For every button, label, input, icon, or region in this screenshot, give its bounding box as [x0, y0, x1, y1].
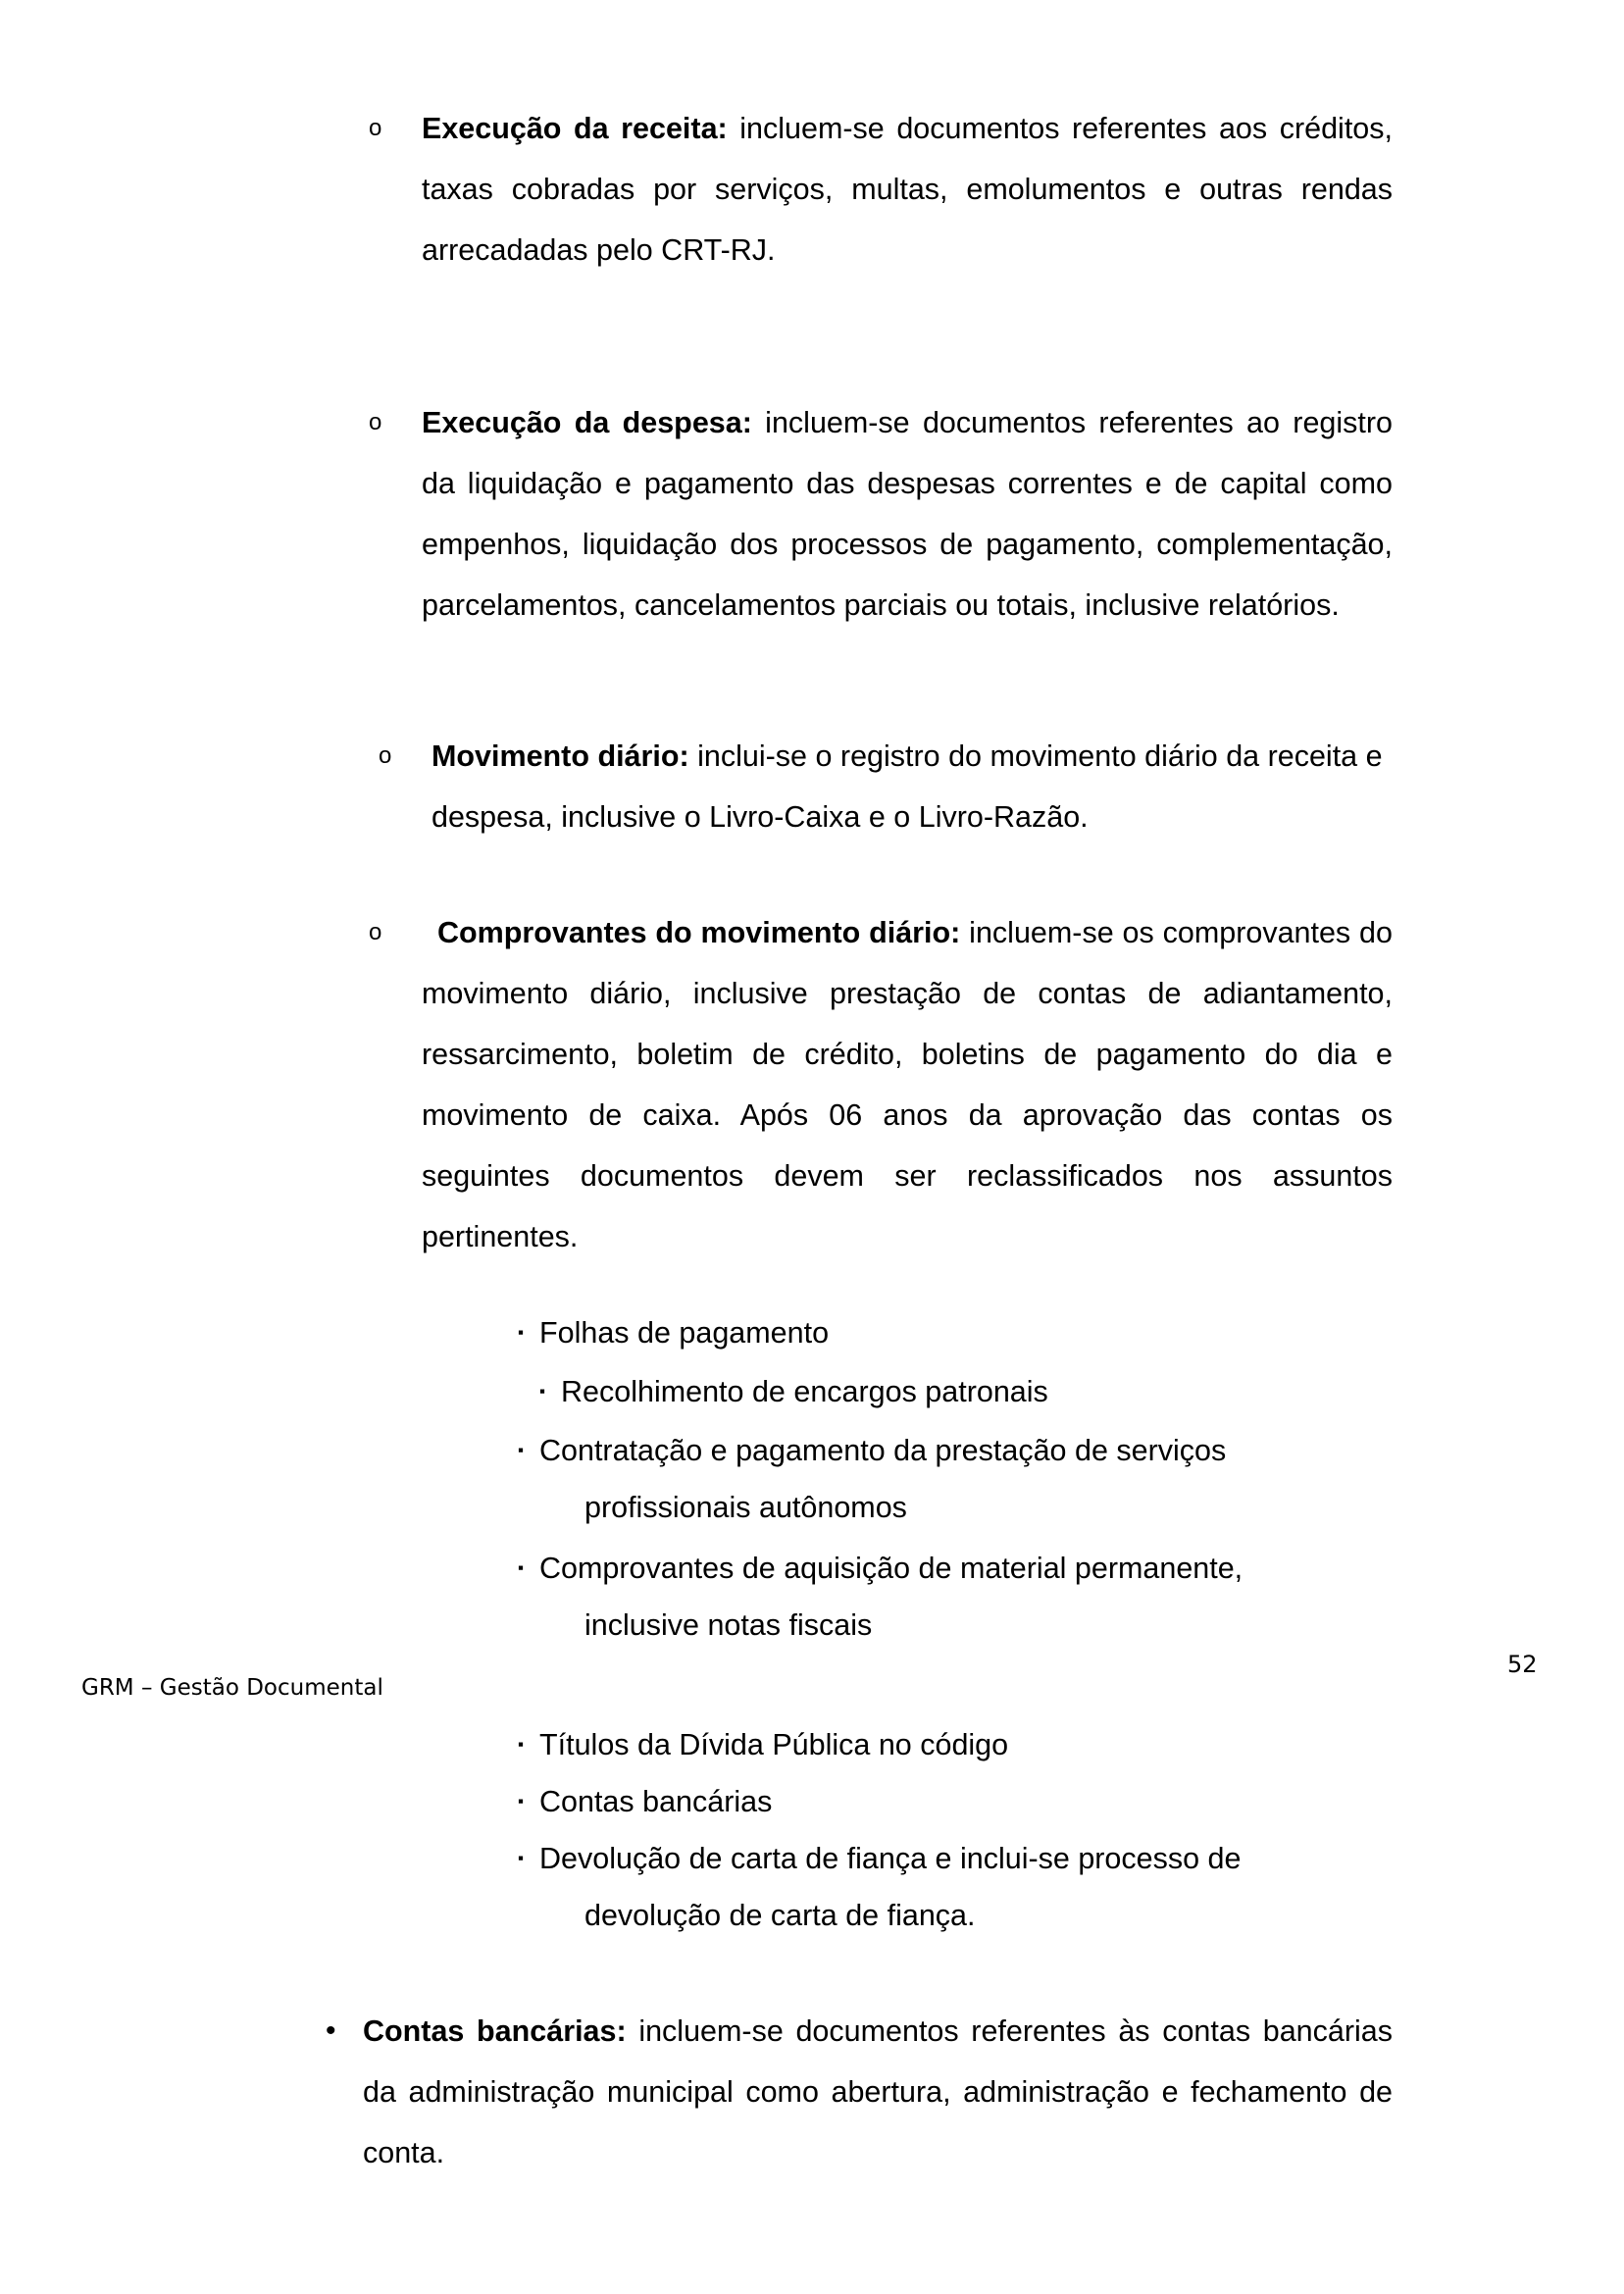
list-item-movimento-diario	[379, 726, 1383, 847]
circle-bullet-icon: o	[369, 919, 382, 945]
round-bullet-icon: •	[326, 2014, 336, 2047]
sub-list-item-label: Títulos da Dívida Pública no código	[539, 1728, 1009, 1761]
sub-list-item-label: Contratação e pagamento da prestação de serviços	[539, 1434, 1227, 1467]
list-item-execucao-despesa	[369, 392, 1393, 636]
list-item-lead: Execução da receita:	[422, 112, 728, 145]
list-item-text: incluem-se os comprovantes do movimento diário, inclusive prestação de contas de adiantamento, ressarcimento, boletim de crédito, boletins de pagamento do dia e movimento de caixa. Após 06 anos da aprovação das contas os seguintes documentos devem ser reclassificados nos assuntos pertinentes.	[422, 916, 1393, 1253]
list-item-lead: Movimento diário:	[431, 739, 689, 773]
sub-list-item-folhas-pagamento	[518, 1304, 1422, 1361]
circle-bullet-icon: o	[369, 115, 382, 141]
sub-list-item-label: Contas bancárias	[539, 1785, 773, 1818]
list-item-text: incluem-se documentos referentes ao registro da liquidação e pagamento das despesas correntes e de capital como empenhos, liquidação dos processos de pagamento, complementação, parcelamentos, cancelamentos parciais ou totais, inclusive relatórios.	[422, 406, 1393, 622]
list-item-lead: Comprovantes do movimento diário:	[437, 916, 961, 949]
square-bullet-icon: ▪	[518, 1849, 525, 1867]
square-bullet-icon: ▪	[518, 1735, 525, 1754]
sub-list-item-label-continued: devolução de carta de fiança.	[584, 1899, 976, 1932]
sub-list-item-label: Recolhimento de encargos patronais	[561, 1375, 1048, 1408]
circle-bullet-icon: o	[379, 742, 392, 769]
sub-list-item-contas-bancarias	[518, 1773, 1422, 1830]
square-bullet-icon: ▪	[518, 1441, 525, 1459]
list-item-lead: Contas bancárias:	[363, 2014, 627, 2048]
footer-label: GRM – Gestão Documental	[81, 1675, 383, 1701]
sub-list-item-label-continued: profissionais autônomos	[584, 1491, 907, 1524]
circle-bullet-icon: o	[369, 409, 382, 435]
list-item-text: incluem-se documentos referentes aos créditos, taxas cobradas por serviços, multas, emolumentos e outras rendas arrecadadas pelo CRT-RJ.	[422, 112, 1393, 267]
sub-list-item-titulos-divida-publica	[518, 1716, 1422, 1773]
sub-list-item-comprovantes-aquisicao	[518, 1540, 1422, 1654]
sub-list-item-recolhimento-encargos	[539, 1363, 1444, 1420]
sub-list-item-devolucao-carta-fianca	[518, 1830, 1422, 1944]
sub-list-item-label-continued: inclusive notas fiscais	[584, 1608, 873, 1642]
square-bullet-icon: ▪	[518, 1792, 525, 1810]
page-number: 52	[1507, 1651, 1538, 1678]
list-item-execucao-receita	[369, 98, 1393, 280]
list-item-text: incluem-se documentos referentes às contas bancárias da administração municipal como abertura, administração e fechamento de conta.	[363, 2014, 1393, 2169]
sub-list-item-label: Devolução de carta de fiança e inclui-se processo de	[539, 1842, 1242, 1875]
square-bullet-icon: ▪	[518, 1323, 525, 1342]
sub-list-item-label: Comprovantes de aquisição de material permanente,	[539, 1552, 1243, 1585]
square-bullet-icon: ▪	[518, 1558, 525, 1577]
sub-list-item-contratacao-pagamento	[518, 1422, 1422, 1536]
square-bullet-icon: ▪	[539, 1382, 546, 1401]
list-item-lead: Execução da despesa:	[422, 406, 752, 439]
sub-list-item-label: Folhas de pagamento	[539, 1316, 830, 1350]
list-item-comprovantes-movimento-diario	[369, 902, 1393, 1267]
list-item-contas-bancarias-main	[326, 2001, 1393, 2183]
list-item-text: inclui-se o registro do movimento diário da receita e despesa, inclusive o Livro-Caixa e o Livro-Razão.	[431, 739, 1383, 834]
